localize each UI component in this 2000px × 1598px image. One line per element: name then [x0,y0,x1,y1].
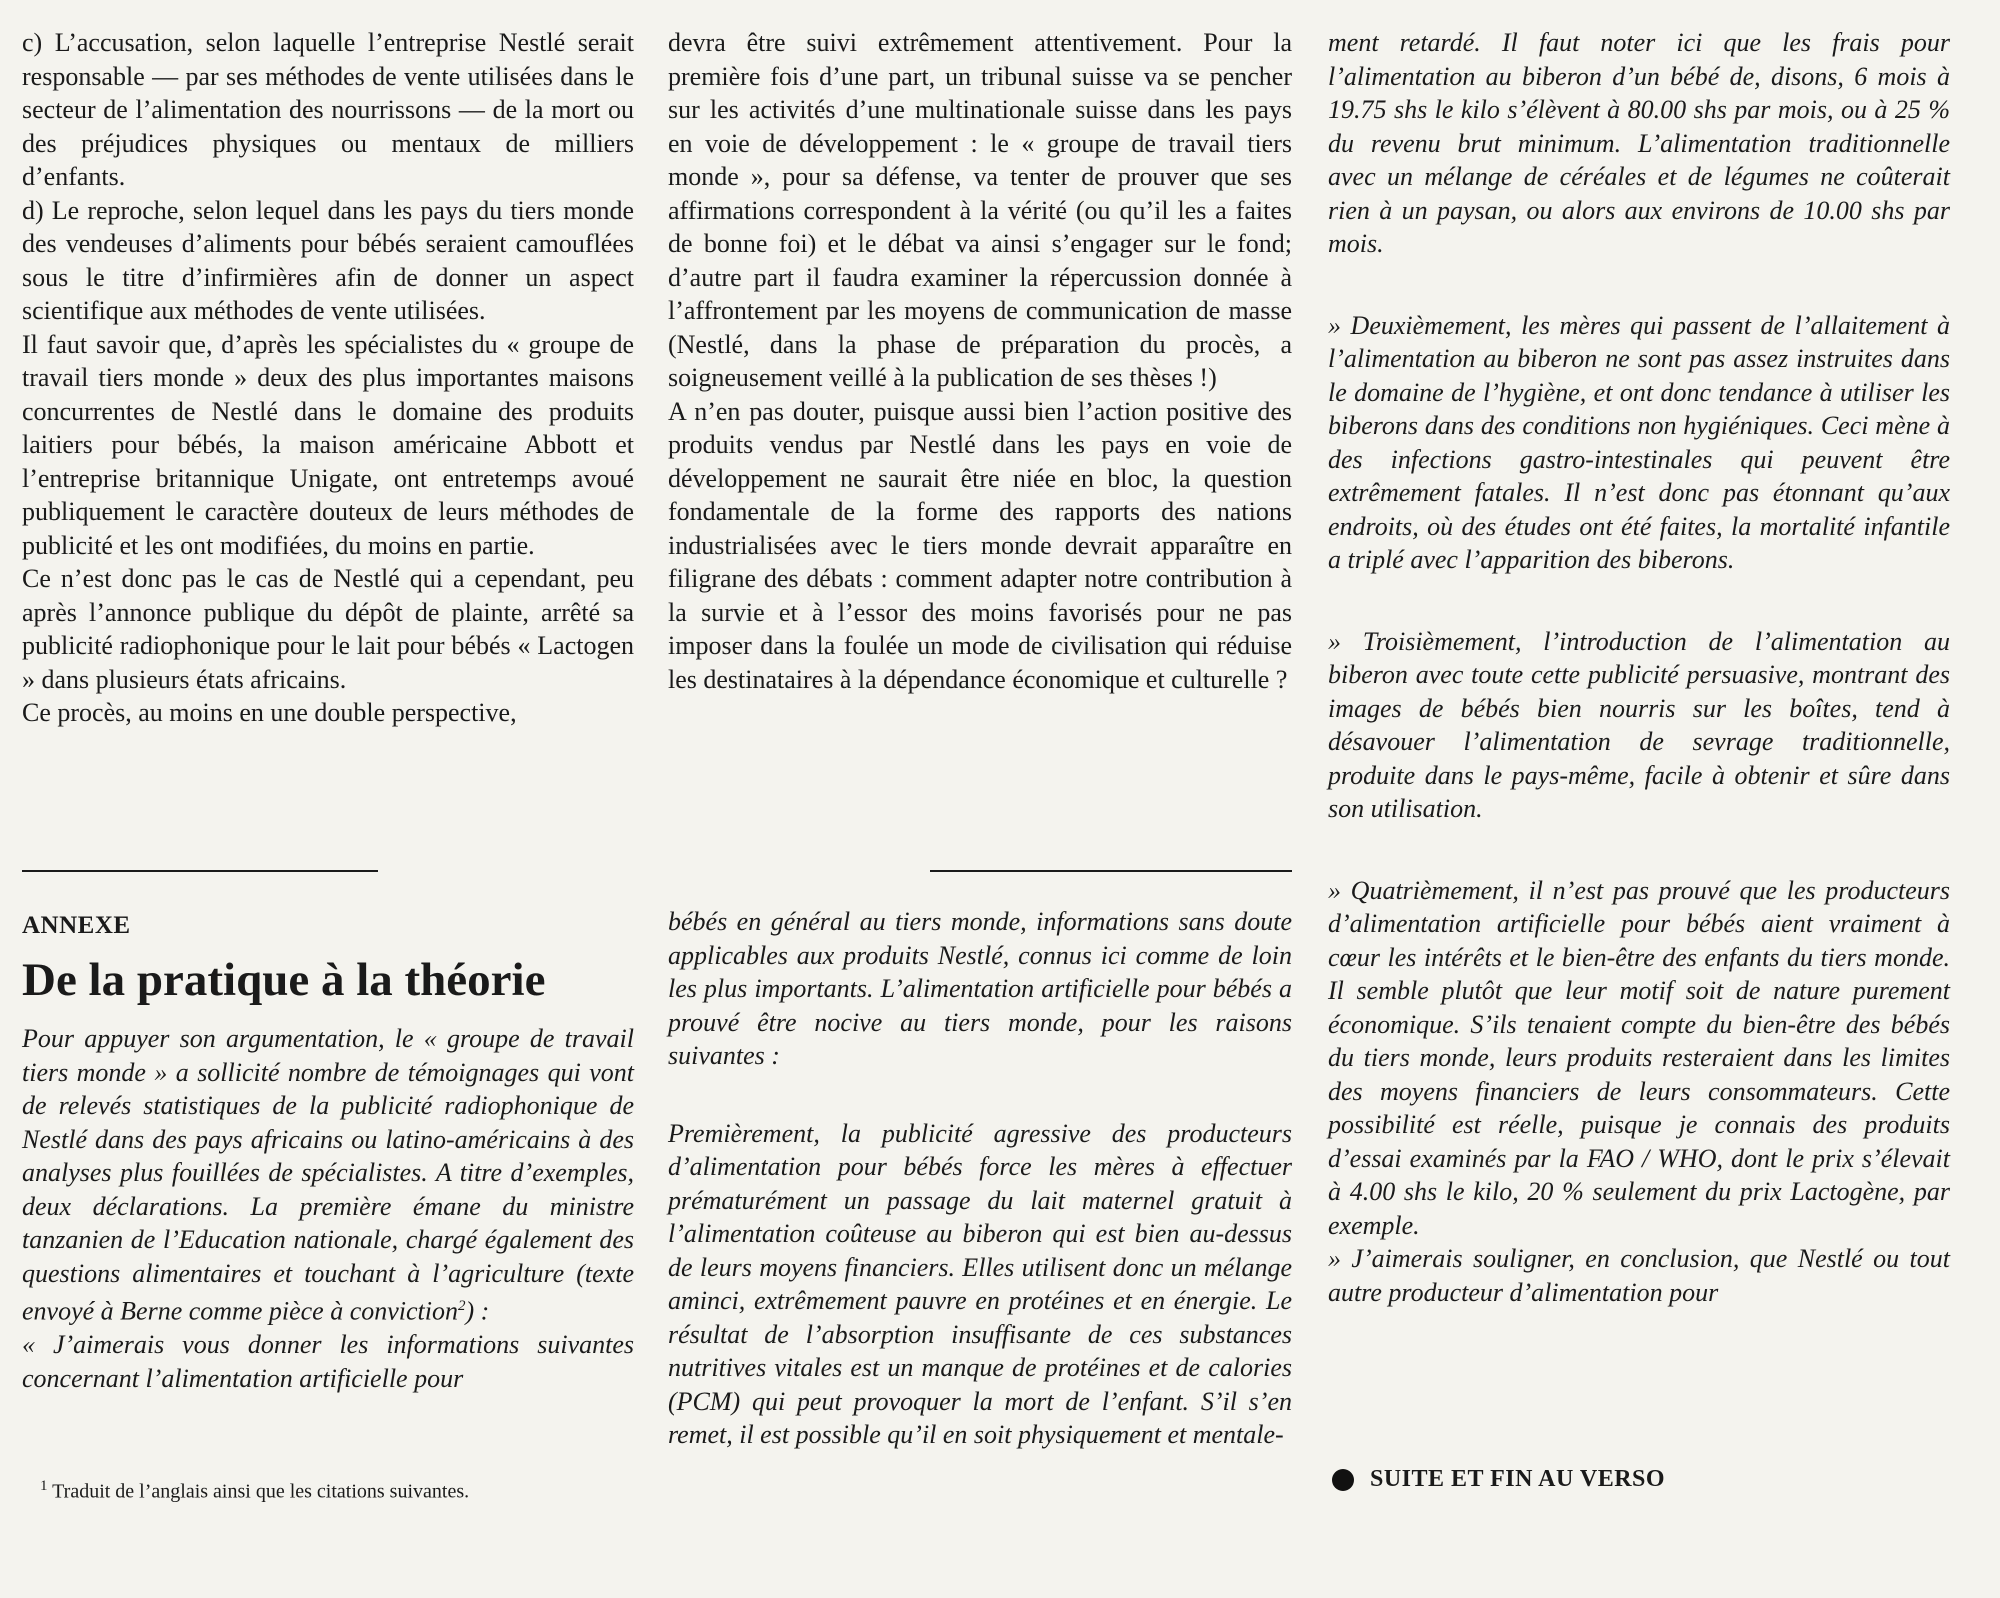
paragraph: A n’en pas douter, puisque aussi bien l’action positive des produits vendus par Nestlé dans les pays en voie de développement ne saurait être niée en bloc, la question fondamentale de la forme des rapports des nations industrialisées avec le tiers monde devrait apparaître en filigrane des débats : comment adapter notre contribution à la survie et à l’essor des moins favorisés pour ne pas imposer dans la foulée un mode de civilisation qui réduise les destinataires à la dépendance économique et culturelle ? [668,396,1292,694]
footnote: $^1$ Traduit de l’anglais ainsi que les citations suivantes. [40,1478,470,1503]
paragraph: Ce n’est donc pas le cas de Nestlé qui a cependant, peu après l’annonce publique du dépôt de plainte, arrêté sa publicité radiophonique pour le lait pour bébés « Lactogen » dans plusieurs états africains. [22,564,634,694]
annexe-title: De la pratique à la théorie [22,954,546,1006]
continued-notice: SUITE ET FIN AU VERSO [1332,1466,1665,1493]
paragraph: » J’aimerais souligner, en conclusion, que Nestlé ou tout autre producteur d’alimentation pour [1328,1244,1950,1307]
column-1-annexe [22,1022,634,1395]
annexe-label: ANNEXE [22,912,131,939]
paragraph: bébés en général au tiers monde, informations sans doute applicables aux produits Nestlé, connus ici comme de loin les plus importants. L’alimentation artificielle pour bébés a prouvé être nocive au tiers monde, pour les raisons suivantes : [668,907,1292,1070]
paragraph: » Deuxièmement, les mères qui passent de l’allaitement à l’alimentation au biberon ne sont pas assez instruites dans le domaine de l’hygiène, et ont donc tendance à utiliser les biberons dans des conditions non hygiéniques. Ceci mène à des infections gastro-intestinales qui peuvent être extrêmement fatales. Il n’est donc pas étonnant qu’aux endroits, où des études ont été faites, la mortalité infantile a triplé avec l’apparition des biberons. [1328,310,1950,574]
divider-rule [930,870,1292,872]
paragraph: « J’aimerais vous donner les informations suivantes concernant l’alimentation artificielle pour [22,1330,634,1393]
paragraph: » Troisièmement, l’introduction de l’alimentation au biberon avec toute cette publicité persuasive, montrant des images de bébés bien nourris sur les boîtes, tend à désavouer l’alimentation de sevrage traditionnelle, produite dans le pays-même, facile à obtenir et sûre dans son utilisation. [1328,626,1950,823]
column-1-article [22,26,634,730]
divider-rule [22,870,378,872]
bullet-icon [1332,1469,1354,1491]
paragraph: d) Le reproche, selon lequel dans les pays du tiers monde des vendeuses d’aliments pour bébés seraient camouflées sous le titre d’infirmières afin de donner un aspect scientifique aux méthodes de vente utilisées. [22,195,634,325]
column-2-annexe [668,905,1292,1452]
paragraph: Il faut savoir que, d’après les spécialistes du « groupe de travail tiers monde » deux des plus importantes maisons concurrentes de Nestlé dans le domaine des produits laitiers pour bébés, la maison américaine Abbott et l’entreprise britannique Unigate, ont entretemps avoué publiquement le caractère douteux de leurs méthodes de publicité et les ont modifiées, du moins en partie. [22,329,634,560]
paragraph: Premièrement, la publicité agressive des producteurs d’alimentation pour bébés force les mères à effectuer prématurément un passage du lait maternel gratuit à l’alimentation coûteuse au biberon qui est bien au-dessus de leurs moyens financiers. Elles utilisent donc un mélange aminci, extrêmement pauvre en protéines et en énergie. Le résultat de l’absorption insuffisante de ces substances nutritives vitales est un manque de protéines et de calories (PCM) qui peut provoquer la mort de l’enfant. S’il s’en remet, il est possible qu’il en soit physiquement et mentale- [668,1118,1292,1449]
paragraph: Ce procès, au moins en une double perspective, [22,698,517,727]
footnote-mark: 1 [40,1478,48,1494]
column-2-article [668,26,1292,696]
paragraph: Pour appuyer son argumentation, le « groupe de travail tiers monde » a sollicité nombre de témoignages qui vont de relevés statistiques de la publicité radiophonique de Nestlé dans des pays africains ou latino-américains à des analyses plus fouillées de spécialistes. A titre d’exemples, deux déclarations. La première émane du ministre tanzanien de l’Education nationale, chargé également des questions alimentaires et touchant à l’agriculture (texte envoyé à Berne comme pièce à conviction$^2$) : [22,1024,634,1326]
footnote-ref: 2 [458,1298,466,1314]
paragraph: c) L’accusation, selon laquelle l’entreprise Nestlé serait responsable — par ses méthodes de vente utilisées dans le secteur de l’alimentation des nourrissons — de la mort ou des préjudices physiques ou mentaux de milliers d’enfants. [22,28,634,191]
column-3-annexe [1328,26,1950,1309]
paragraph: ment retardé. Il faut noter ici que les frais pour l’alimentation au biberon d’un bébé de, disons, 6 mois à 19.75 shs le kilo s’élèvent à 80.00 shs par mois, ou à 25 % du revenu brut minimum. L’alimentation traditionnelle avec un mélange de céréales et de légumes ne coûterait rien à un paysan, ou alors aux environs de 10.00 shs par mois. [1328,28,1950,258]
paragraph: » Quatrièmement, il n’est pas prouvé que les producteurs d’alimentation artificielle pour bébés aient vraiment à cœur les intérêts et le bien-être des enfants du tiers monde. Il semble plutôt que leur motif soit de nature purement économique. S’ils tenaient compte du bien-être des bébés du tiers monde, leurs produits resteraient dans les limites des moyens financiers de leurs consommateurs. Cette possibilité est réelle, puisque je connais des produits d’essai examinés par la FAO / WHO, dont le prix s’élevait à 4.00 shs le kilo, 20 % seulement du prix Lactogène, par exemple. [1328,875,1950,1240]
paragraph: devra être suivi extrêmement attentivement. Pour la première fois d’une part, un tribunal suisse va se pencher sur les activités d’une multinationale suisse dans les pays en voie de développement : le « groupe de travail tiers monde », pour sa défense, va tenter de prouver que ses affirmations correspondent à la vérité (ou qu’il les a faites de bonne foi) et le débat va ainsi s’engager sur le fond; d’autre part il faudra examiner la répercussion donnée à l’affrontement par les moyens de communication de masse (Nestlé, dans la phase de préparation du procès, a soigneusement veillé à la publication de ses thèses !) [668,28,1292,392]
